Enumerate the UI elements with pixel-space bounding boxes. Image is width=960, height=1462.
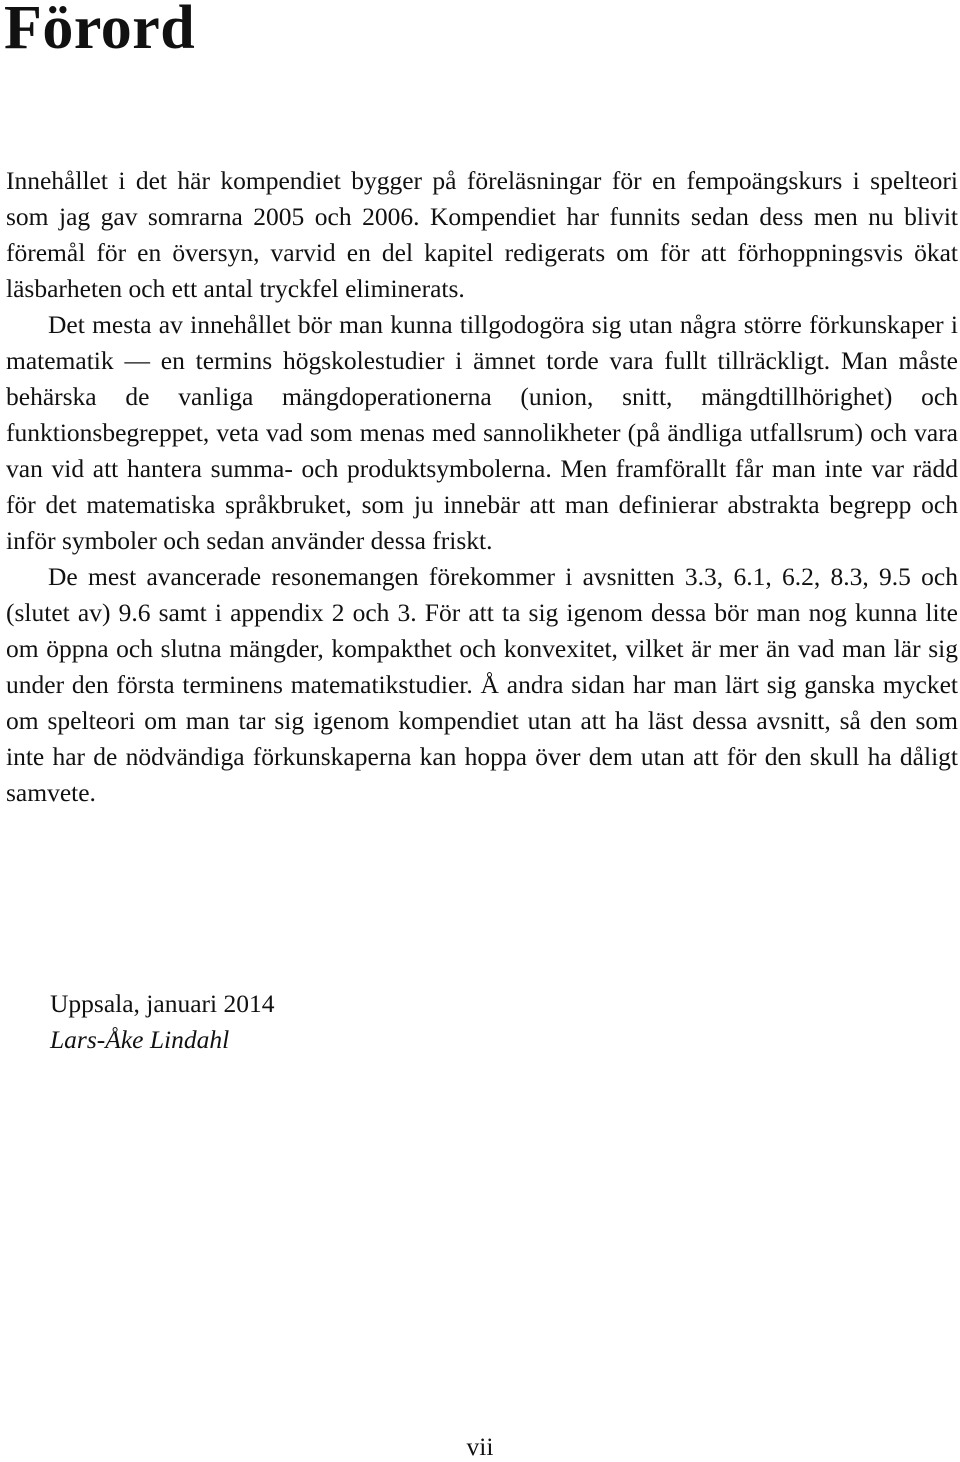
page-number: vii (466, 1432, 494, 1461)
author-name: Lars-Åke Lindahl (50, 1025, 230, 1054)
paragraph-1: Innehållet i det här kompendiet bygger på föreläsningar för en fempoängskurs i spelteori som jag gav somrarna 2005 och 2006. Kompendiet har funnits sedan dess men nu blivit föremål för en översyn, varvid en del kapitel redigerats om för att förhoppningsvis ökat läsbarheten och ett antal tryckfel eliminerats. (6, 166, 958, 303)
signature-block (50, 986, 274, 1058)
page-title: Förord (4, 0, 196, 62)
paragraph-3: De mest avancerade resonemangen förekommer i avsnitten 3.3, 6.1, 6.2, 8.3, 9.5 och (slutet av) 9.6 samt i appendix 2 och 3. För att ta sig igenom dessa bör man nog kunna lite om öppna och slutna mängder, kompakthet och konvexitet, vilket är mer än vad man lär sig under den första terminens matematikstudier. Å andra sidan har man lärt sig ganska mycket om spelteori om man tar sig igenom kompendiet utan att ha läst dessa avsnitt, så den som inte har de nödvändiga förkunskaperna kan hoppa över dem utan att för den skull ha dåligt samvete. (6, 562, 958, 807)
place-date: Uppsala, januari 2014 (50, 989, 275, 1018)
preface-body (6, 163, 958, 811)
paragraph-2: Det mesta av innehållet bör man kunna tillgodogöra sig utan några större förkunskaper i matematik — en termins högskolestudier i ämnet torde vara fullt tillräckligt. Man måste behärska de vanliga mängdoperationerna (union, snitt, mängdtillhörighet) och funktionsbegreppet, veta vad som menas med sannolikheter (på ändliga utfallsrum) och vara van vid att hantera summa- och produktsymbolerna. Men framförallt får man inte var rädd för det matematiska språkbruket, som ju innebär att man definierar abstrakta begrepp och inför symboler och sedan använder dessa friskt. (6, 310, 958, 555)
